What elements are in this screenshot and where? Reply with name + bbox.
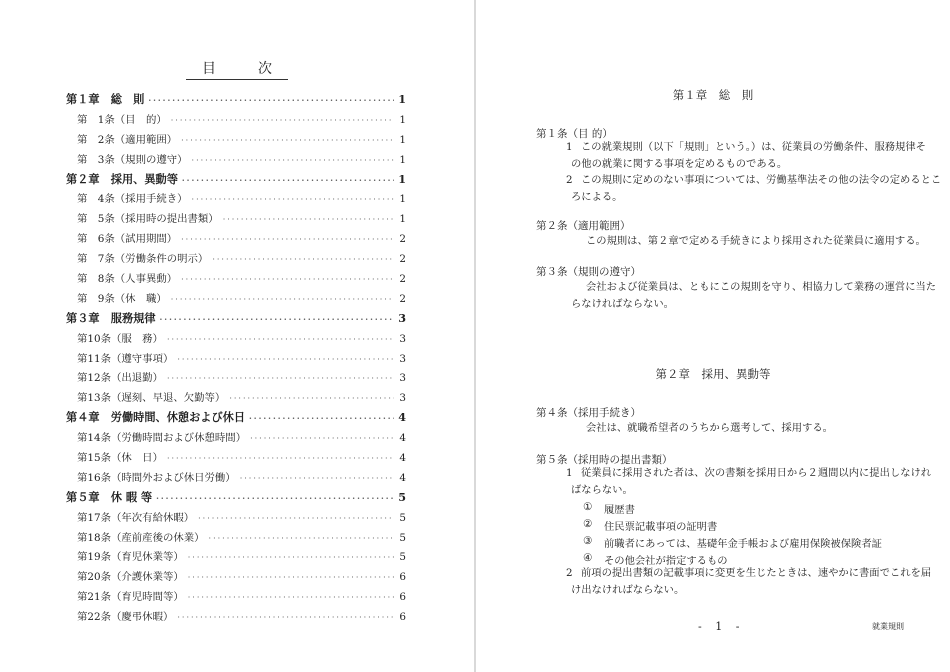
toc-dot-leader <box>156 493 394 503</box>
toc-entry-page: 5 <box>399 531 406 544</box>
table-of-contents <box>66 91 406 628</box>
toc-dot-leader <box>160 314 394 324</box>
toc-entry-label: 第10条（服 務） <box>77 332 163 345</box>
toc-entry-page: 3 <box>399 352 406 365</box>
list-item-1-text: 履歴書 <box>604 504 635 516</box>
article-5-paragraph-2-number: 2 <box>566 567 573 579</box>
toc-article-row <box>66 350 406 370</box>
toc-entry-label: 第16条（時間外および休日労働） <box>77 471 236 484</box>
article-3-line-1: 会社および従業員は、ともにこの規則を守り、相協力して業務の運営に当た <box>586 281 937 293</box>
toc-article-row <box>66 151 406 171</box>
toc-entry-label: 第11条（遵守事項） <box>77 352 174 365</box>
toc-chapter-row <box>66 91 406 111</box>
toc-entry-label: 第 7条（労働条件の明示） <box>77 253 209 266</box>
toc-entry-page: 2 <box>399 233 406 246</box>
toc-dot-leader <box>188 573 394 582</box>
toc-entry-page: 1 <box>399 213 406 226</box>
toc-chapter-row <box>66 310 406 330</box>
list-item-1-mark: ① <box>583 501 593 513</box>
toc-entry-page: 4 <box>399 452 406 465</box>
toc-dot-leader <box>188 553 394 562</box>
toc-dot-leader <box>171 116 394 125</box>
toc-article-row <box>66 548 406 568</box>
toc-dot-leader <box>167 335 394 344</box>
toc-entry-label: 第15条（休 日） <box>77 452 163 465</box>
toc-entry-label: 第 5条（採用時の提出書類） <box>77 213 219 226</box>
toc-chapter-row <box>66 409 406 429</box>
toc-dot-leader <box>182 175 394 185</box>
list-item-4-text: その他会社が指定するもの <box>604 555 728 567</box>
toc-article-row <box>66 131 406 151</box>
toc-dot-leader <box>181 275 394 284</box>
list-item-2-text: 住民票記載事項の証明書 <box>604 521 718 533</box>
toc-entry-label: 第 6条（試用期間） <box>77 233 178 246</box>
toc-article-row <box>66 389 406 409</box>
toc-article-row <box>66 588 406 608</box>
article-4-text: 会社は、就職希望者のうちから選考して、採用する。 <box>586 422 833 434</box>
toc-article-row <box>66 290 406 310</box>
article-3-heading: 第３条（規則の遵守） <box>536 266 641 278</box>
article-5-paragraph-1-line-1: 従業員に採用された者は、次の書類を採用日から２週間以内に提出しなけれ <box>581 467 932 479</box>
article-1-paragraph-2-line-2: ろによる。 <box>571 191 623 203</box>
toc-dot-leader <box>177 613 394 622</box>
article-1-paragraph-2-number: 2 <box>566 174 573 186</box>
toc-entry-label: 第２章 採用、異動等 <box>66 171 178 186</box>
toc-title <box>0 58 474 78</box>
toc-dot-leader <box>192 195 394 204</box>
toc-entry-page: 5 <box>399 551 406 564</box>
article-1-paragraph-1-line-1: この就業規則（以下「規則」という。）は、従業員の労働条件、服務規律そ <box>581 141 926 153</box>
toc-entry-label: 第14条（労働時間および休憩時間） <box>77 432 247 445</box>
toc-dot-leader <box>192 156 394 165</box>
toc-entry-page: 3 <box>399 332 406 345</box>
toc-article-row <box>66 568 406 588</box>
toc-entry-label: 第 1条（目 的） <box>77 113 167 126</box>
toc-article-row <box>66 270 406 290</box>
toc-dot-leader <box>198 514 394 523</box>
toc-dot-leader <box>177 355 394 364</box>
toc-dot-leader <box>229 394 394 403</box>
list-item-2-mark: ② <box>583 518 593 530</box>
article-2-heading: 第２条（適用範囲） <box>536 220 631 232</box>
toc-entry-label: 第３章 服務規律 <box>66 310 156 325</box>
toc-entry-label: 第 4条（採用手続き） <box>77 193 188 206</box>
toc-entry-label: 第 8条（人事異動） <box>77 273 178 286</box>
toc-chapter-row <box>66 171 406 191</box>
toc-entry-label: 第 3条（規則の遵守） <box>77 153 188 166</box>
toc-entry-page: 1 <box>398 171 406 186</box>
toc-entry-page: 2 <box>399 292 406 305</box>
toc-article-row <box>66 190 406 210</box>
toc-dot-leader <box>240 474 394 483</box>
article-1-heading: 第１条（目 的） <box>536 128 613 140</box>
toc-entry-page: 1 <box>399 193 406 206</box>
toc-entry-page: 3 <box>399 392 406 405</box>
toc-entry-page: 5 <box>398 489 406 504</box>
toc-dot-leader <box>181 235 394 244</box>
toc-entry-page: 6 <box>399 571 406 584</box>
toc-article-row <box>66 210 406 230</box>
toc-article-row <box>66 608 406 628</box>
toc-entry-page: 4 <box>399 471 406 484</box>
toc-dot-leader <box>249 413 394 423</box>
toc-dot-leader <box>167 374 394 383</box>
toc-entry-label: 第４章 労働時間、休憩および休日 <box>66 410 246 425</box>
toc-entry-page: 6 <box>399 611 406 624</box>
toc-entry-page: 2 <box>399 273 406 286</box>
toc-dot-leader <box>167 454 394 463</box>
page-number: - 1 - <box>698 620 745 633</box>
body-page <box>476 0 950 672</box>
toc-entry-page: 3 <box>399 372 406 385</box>
toc-article-row <box>66 469 406 489</box>
toc-dot-leader <box>181 136 394 145</box>
toc-entry-label: 第５章 休 暇 等 <box>66 489 153 504</box>
toc-entry-label: 第12条（出退勤） <box>77 372 163 385</box>
toc-title-text: 目 次 <box>186 61 288 80</box>
list-item-4-mark: ④ <box>583 552 593 564</box>
toc-entry-label: 第21条（育児時間等） <box>77 591 184 604</box>
chapter-2-heading: 第２章 採用、異動等 <box>655 367 771 381</box>
toc-dot-leader <box>188 593 394 602</box>
toc-entry-label: 第18条（産前産後の休業） <box>77 531 205 544</box>
toc-dot-leader <box>209 534 394 543</box>
toc-article-row <box>66 369 406 389</box>
article-3-line-2: らなければならない。 <box>571 298 674 310</box>
list-item-3-text: 前職者にあっては、基礎年金手帳および雇用保険被保険者証 <box>604 538 882 550</box>
toc-entry-label: 第20条（介護休業等） <box>77 571 184 584</box>
toc-dot-leader <box>223 215 394 224</box>
toc-entry-page: 3 <box>398 310 406 325</box>
toc-entry-page: 1 <box>399 133 406 146</box>
article-4-heading: 第４条（採用手続き） <box>536 407 641 419</box>
toc-article-row <box>66 449 406 469</box>
toc-article-row <box>66 509 406 529</box>
toc-page <box>0 0 474 672</box>
toc-entry-page: 1 <box>399 113 406 126</box>
toc-entry-page: 6 <box>399 591 406 604</box>
toc-entry-page: 5 <box>399 511 406 524</box>
article-5-paragraph-2-line-2: け出なければならない。 <box>571 584 685 596</box>
toc-entry-label: 第17条（年次有給休暇） <box>77 511 195 524</box>
article-2-text: この規則は、第２章で定める手続きにより採用された従業員に適用する。 <box>586 235 926 247</box>
chapter-1-heading: 第１章 総 則 <box>672 88 754 102</box>
article-1-paragraph-1-line-2: の他の就業に関する事項を定めるものである。 <box>571 158 788 170</box>
toc-article-row <box>66 330 406 350</box>
toc-entry-label: 第 9条（休 職） <box>77 292 167 305</box>
toc-article-row <box>66 230 406 250</box>
toc-dot-leader <box>212 255 394 264</box>
toc-dot-leader <box>171 295 394 304</box>
toc-article-row <box>66 111 406 131</box>
toc-dot-leader <box>148 95 394 105</box>
toc-article-row <box>66 529 406 549</box>
toc-entry-label: 第19条（育児休業等） <box>77 551 184 564</box>
toc-entry-page: 4 <box>399 432 406 445</box>
toc-article-row <box>66 250 406 270</box>
toc-article-row <box>66 429 406 449</box>
toc-entry-label: 第 2条（適用範囲） <box>77 133 178 146</box>
article-5-paragraph-2-line-1: 前項の提出書類の記載事項に変更を生じたときは、速やかに書面でこれを届 <box>581 567 932 579</box>
toc-entry-label: 第22条（慶弔休暇） <box>77 611 174 624</box>
toc-entry-label: 第１章 総 則 <box>66 92 145 106</box>
toc-chapter-row <box>66 489 406 509</box>
article-1-paragraph-2-line-1: この規則に定めのない事項については、労働基準法その他の法令の定めるとこ <box>581 174 942 186</box>
article-5-paragraph-1-line-2: ばならない。 <box>571 484 633 496</box>
document-name: 就業規則 <box>872 622 904 631</box>
article-5-paragraph-1-number: 1 <box>566 467 573 479</box>
list-item-3-mark: ③ <box>583 535 593 547</box>
toc-entry-page: 1 <box>399 153 406 166</box>
toc-entry-label: 第13条（遅刻、早退、欠勤等） <box>77 392 226 405</box>
article-1-paragraph-1-number: 1 <box>566 141 573 153</box>
toc-entry-page: 4 <box>398 410 406 425</box>
toc-dot-leader <box>250 434 394 443</box>
toc-entry-page: 1 <box>398 92 406 106</box>
toc-entry-page: 2 <box>399 253 406 266</box>
article-5-heading: 第５条（採用時の提出書類） <box>536 454 673 466</box>
